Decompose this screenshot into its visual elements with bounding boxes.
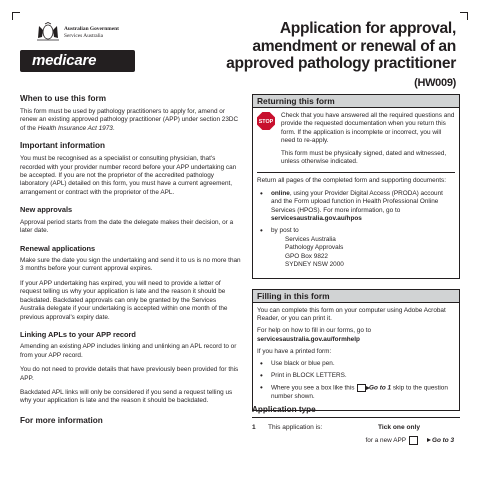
title-text: Application for approval, amendment or renewal of an approved pathology practitioner (226, 20, 456, 73)
new-approvals-section (20, 205, 242, 235)
new-heading: New approvals (20, 205, 73, 215)
returning-box (252, 94, 460, 279)
crop-mark-top-left (12, 12, 20, 20)
right-column (252, 94, 460, 411)
returning-text-1: Check that you have answered all the required questions and provide the requested documentation when you return this form. If the application is incomplete or incorrect, you will need to re-apply. (281, 112, 455, 145)
stop-sign-icon (257, 112, 275, 130)
medicare-logo (20, 50, 135, 72)
government-logo-text (64, 26, 119, 39)
returning-heading: Returning this form (253, 95, 459, 108)
linking-section (20, 330, 242, 406)
new-text: Approval period starts from the date the delegate makes their decision, or a later date. (20, 218, 234, 235)
question-1 (252, 424, 460, 432)
renewal-text-1: Make sure the date you sign the undertaking and send it to us is no more than 3 months before your current approval expires. (20, 257, 241, 273)
gov-line-2: Services Australia (64, 32, 104, 39)
renewal-text-2: If your APP undertaking has expired, you will need to provide a letter of request telling us why your application is late and the reason it should be backdated. Backdated approvals can only be granted by the Services Australia delegate if your undertaking is accepted within one month of the previous approval's expiry date. (20, 279, 228, 321)
brand-name: medicare (32, 51, 97, 69)
goto-arrow-icon (357, 384, 366, 392)
filling-text-1: You can complete this form on your computer using Adobe Acrobat Reader, or you can print it. (257, 306, 446, 322)
when-heading: When to use this form (20, 94, 106, 103)
return-online-item: • online, using your Provider Digital Access (PRODA) account and the Form upload function in Health Professional Online Services (HPOS). For more information, go to servicesaustralia.gov.au/hpos (257, 190, 455, 224)
linking-text-1: Amending an existing APP includes linking and unlinking an APL record to or from your APP record. (20, 343, 237, 359)
filling-text-2: For help on how to fill in our forms, go to servicesaustralia.gov.au/formhelp (257, 327, 372, 343)
goto-3-label: Go to 3 (431, 436, 454, 444)
renewal-heading: Renewal applications (20, 243, 96, 253)
filling-box (252, 289, 460, 411)
application-type-section (252, 405, 460, 445)
coat-of-arms-icon (34, 22, 62, 42)
app-type-heading: Application type (252, 405, 460, 418)
returning-text-3: Return all pages of the completed form and supporting documents: (257, 177, 446, 185)
returning-text-2: This form must be physically signed, dated and witnessed, unless otherwise indicated. (281, 149, 447, 166)
goto-instruction: • Where you see a box like this Go to 1 skip to the question number shown. (257, 384, 455, 402)
tick-instruction: Tick one only (378, 424, 421, 431)
pen-instruction: • Use black or blue pen. (257, 360, 455, 368)
linking-text-3: Backdated APL links will only be considered if you send a request telling us why your application is late and the reason it should be backdated. (20, 389, 233, 405)
form-code: (HW009) (414, 76, 456, 89)
printed-form-instructions (257, 360, 455, 402)
return-post-item: • by post to Services Australia Pathology Approvals GPO Box 9822 SYDNEY NSW 2000 (257, 227, 455, 269)
important-section (20, 141, 242, 197)
left-column (20, 94, 242, 430)
form-title (216, 20, 456, 92)
block-letters-instruction: • Print in BLOCK LETTERS. (257, 372, 455, 380)
renewal-section (20, 244, 242, 322)
formhelp-link[interactable]: servicesaustralia.gov.au/formhelp (257, 335, 360, 343)
filling-text-3: If you have a printed form: (257, 348, 332, 356)
linking-heading: Linking APLs to your APP record (20, 329, 136, 339)
postal-address: Services Australia Pathology Approvals GPO Box 9822 SYDNEY NSW 2000 (285, 235, 344, 269)
filling-heading: Filling in this form (253, 290, 459, 303)
question-label: This application is: (268, 424, 323, 431)
linking-text-2: You do not need to provide details that have previously been provided for this APP. (20, 366, 239, 382)
option-new-app-label: for a new APP (365, 436, 406, 444)
svg-text:STOP: STOP (258, 118, 274, 125)
new-app-checkbox[interactable] (409, 436, 418, 445)
when-text: This form must be used by pathology practitioners to apply for, amend or renew an existing approved pathology practitioner (APP) under section 23DC of the Health Insurance Act 1973. (20, 108, 239, 132)
crop-mark-top-right (460, 12, 468, 20)
more-info-heading: For more information (20, 415, 103, 425)
option-new-app (252, 436, 460, 445)
hpos-link[interactable]: servicesaustralia.gov.au/hpos (271, 215, 362, 223)
when-to-use-section (20, 94, 242, 133)
question-number: 1 (252, 424, 256, 431)
gov-line-1: Australian Government (64, 26, 119, 32)
important-text: You must be recognised as a specialist or consulting physician, that's recorded with your provider number record before your APP undertaking can be accepted. If you are not the proprietor of the accredited pathology laboratory (APL) detailed on this form, you must have a current agreement, arrangement or contract with the proprietor of the APL. (20, 155, 237, 196)
goto-arrow-icon (422, 437, 426, 445)
return-methods-list (257, 190, 455, 270)
important-heading: Important information (20, 141, 106, 151)
